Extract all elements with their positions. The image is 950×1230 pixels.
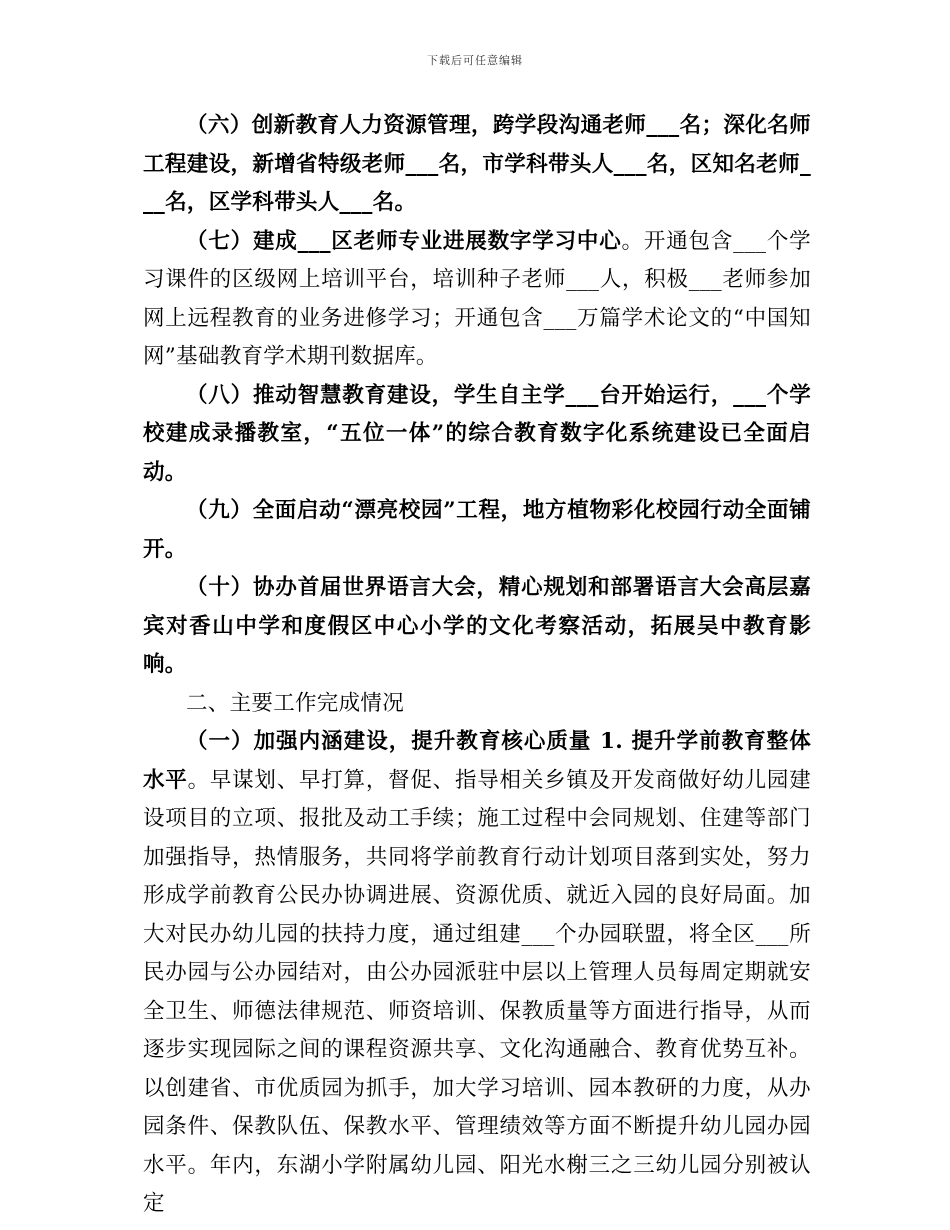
section-heading-2 xyxy=(143,685,811,724)
document-body xyxy=(143,107,811,1224)
paragraph-heading: （一）加强内涵建设，提升教育核心质量 1. 提升学前教育整体水平 xyxy=(143,729,811,793)
paragraph-10 xyxy=(143,569,811,685)
paragraph-heading: （七）建成___区老师专业进展数字学习中心 xyxy=(186,228,622,254)
paragraph-7 xyxy=(143,223,811,377)
paragraph-6 xyxy=(143,107,811,223)
paragraph-text: 。开通包含___个学习课件的区级网上培训平台，培训种子老师___人，积极___老师参加网上远程教育的业务进修学习；开通包含___万篇学术论文的“中国知网”基础教育学术期刊数据库。 xyxy=(143,228,811,369)
paragraph-section-2-1 xyxy=(143,723,811,1224)
paragraph-heading: （八）推动智慧教育建设，学生自主学___台开始运行，___个学校建成录播教室，“五位一体”的综合教育数字化系统建设已全面启动。 xyxy=(143,382,811,485)
section-heading-text: 二、主要工作完成情况 xyxy=(186,690,405,716)
paragraph-heading: （十）协办首届世界语言大会，精心规划和部署语言大会高层嘉宾对香山中学和度假区中心小学的文化考察活动，拓展吴中教育影响。 xyxy=(143,575,811,677)
page-header-note: 下载后可任意编辑 xyxy=(427,54,523,67)
paragraph-heading: （九）全面启动“漂亮校园”工程，地方植物彩化校园行动全面铺开。 xyxy=(143,498,811,562)
paragraph-heading: （六）创新教育人力资源管理，跨学段沟通老师___名；深化名师工程建设，新增省特级老师___名，市学科带头人___名，区知名老师___名，区学科带头人___名。 xyxy=(143,113,811,215)
paragraph-8 xyxy=(143,377,811,493)
paragraph-text: 。早谋划、早打算，督促、指导相关乡镇及开发商做好幼儿园建设项目的立项、报批及动工手续；施工过程中会同规划、住建等部门加强指导，热情服务，共同将学前教育行动计划项目落到实处，努力形成学前教育公民办协调进展、资源优质、就近入园的良好局面。加大对民办幼儿园的扶持力度，通过组建___个办园联盟，将全区___所民办园与公办园结对，由公办园派驻中层以上管理人员每周定期就安全卫生、师德法律规范、师资培训、保教质量等方面进行指导，从而逐步实现园际之间的课程资源共享、文化沟通融合、教育优势互补。以创建省、市优质园为抓手，加大学习培训、园本教研的力度，从办园条件、保教队伍、保教水平、管理绩效等方面不断提升幼儿园办园水平。年内，东湖小学附属幼儿园、阳光水榭三之三幼儿园分别被认定 xyxy=(143,767,812,1216)
paragraph-9 xyxy=(143,492,811,569)
